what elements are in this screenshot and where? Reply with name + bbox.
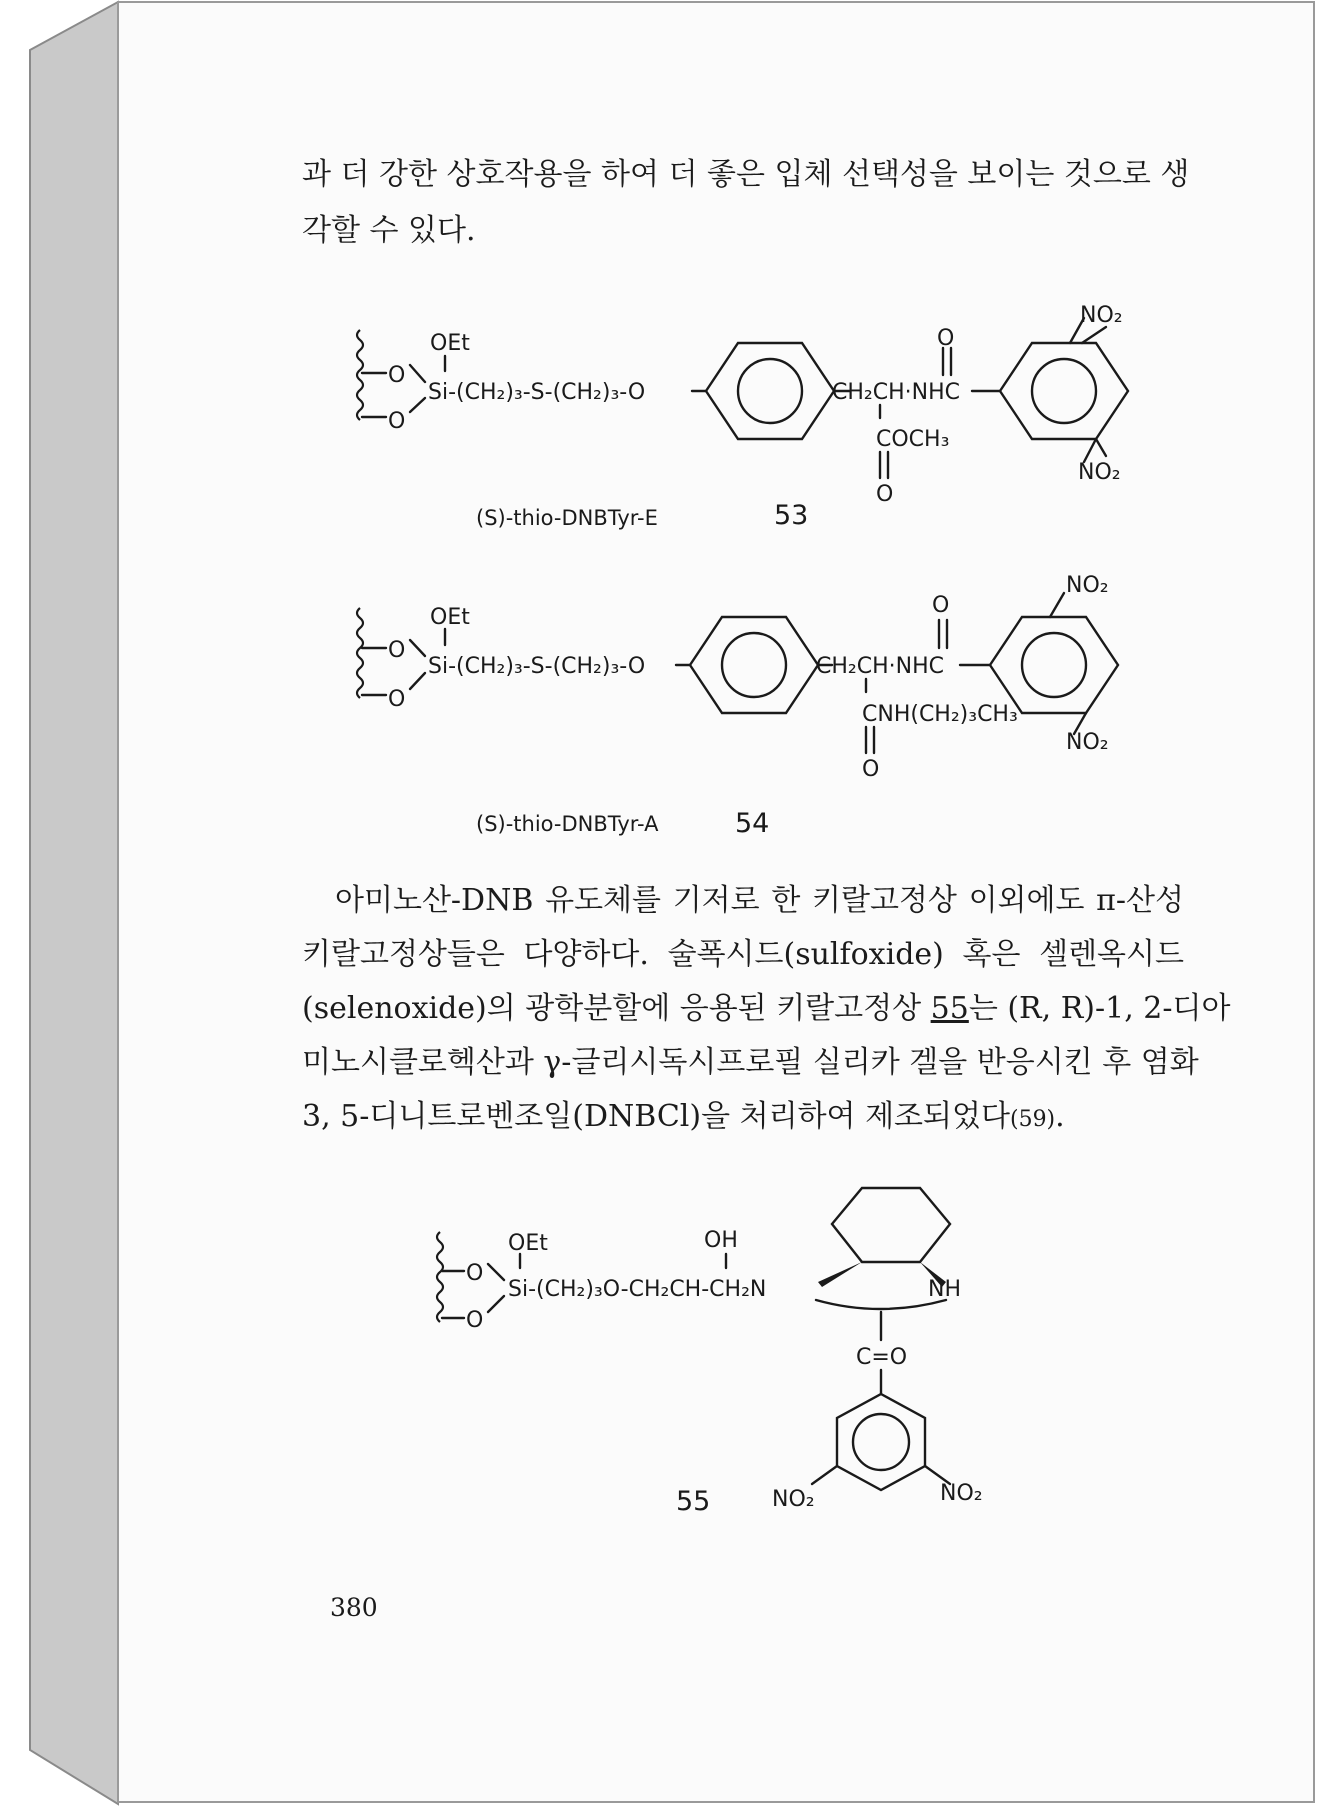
compound55-o-top-label: O <box>466 1261 484 1286</box>
compound53-ester-label: COCH₃ <box>876 427 950 452</box>
paragraph2-line3-pre: (selenoxide)의 광학분할에 응용된 키랄고정상 <box>302 991 931 1026</box>
paragraph2-line5-end: . <box>1055 1099 1065 1134</box>
compound53-oet-label: OEt <box>430 331 470 356</box>
paragraph2-line2: 키랄고정상들은 다양하다. 술폭시드(sulfoxide) 혹은 셀렌옥시드 <box>302 937 1184 972</box>
compound54-o-bottom-label: O <box>388 687 406 712</box>
compound54-chain-label: Si-(CH₂)₃-S-(CH₂)₃-O <box>428 654 646 679</box>
compound55-o-bottom-label: O <box>466 1308 484 1333</box>
compound53-caption: (S)-thio-DNBTyr-E <box>476 506 658 530</box>
compound53-no2-top-label: NO₂ <box>1080 303 1123 328</box>
compound53-chain-label: Si-(CH₂)₃-S-(CH₂)₃-O <box>428 380 646 405</box>
page-number: 380 <box>330 1593 378 1622</box>
compound54-amide-label: CH₂CH·NHC <box>816 654 944 679</box>
compound54-number: 54 <box>735 808 770 839</box>
compound54-oet-label: OEt <box>430 605 470 630</box>
compound54-amide-chain-label: CNH(CH₂)₃CH₃ <box>862 702 1018 727</box>
compound55-no2-right-label: NO₂ <box>940 1481 983 1506</box>
compound55-reference: 55 <box>930 991 969 1026</box>
compound55-number: 55 <box>676 1486 711 1517</box>
compound54-no2-bottom-label: NO₂ <box>1066 730 1109 755</box>
compound54-o-top-label: O <box>388 638 406 663</box>
paragraph2-line3-post: 는 (R, R)-1, 2-디아 <box>968 991 1231 1026</box>
compound54-no2-top-label: NO₂ <box>1066 573 1109 598</box>
compound53-amide-label: CH₂CH·NHC <box>832 380 960 405</box>
compound55-nh-label: NH <box>928 1277 961 1302</box>
compound53-o-top-label: O <box>388 363 406 388</box>
compound55-no2-left-label: NO₂ <box>772 1487 815 1512</box>
paragraph2-line1: 아미노산-DNB 유도체를 기저로 한 키랄고정상 이외에도 π-산성 <box>335 883 1184 918</box>
compound53-o-bottom-label: O <box>388 409 406 434</box>
compound53-number: 53 <box>774 500 809 531</box>
compound54-amide-o-label: O <box>862 757 880 782</box>
paragraph1-line1: 과 더 강한 상호작용을 하여 더 좋은 입체 선택성을 보이는 것으로 생 <box>302 157 1190 192</box>
compound53-ester-o-label: O <box>876 482 894 507</box>
compound54-carbonyl-o-label: O <box>932 593 950 618</box>
compound55-carbonyl-label: C=O <box>856 1345 908 1370</box>
compound55-oet-label: OEt <box>508 1231 548 1256</box>
compound53-no2-bottom-label: NO₂ <box>1078 460 1121 485</box>
paragraph1-line2: 각할 수 있다. <box>302 213 476 248</box>
paragraph2-line4: 미노시클로헥산과 γ-글리시독시프로필 실리카 겔을 반응시킨 후 염화 <box>302 1045 1199 1080</box>
paragraph2-line5-main: 3, 5-디니트로벤조일(DNBCl)을 처리하여 제조되었다 <box>302 1099 1010 1134</box>
compound55-oh-label: OH <box>704 1228 738 1253</box>
compound55-chain-label: Si-(CH₂)₃O-CH₂CH-CH₂N <box>508 1277 767 1302</box>
citation-59: (59) <box>1009 1107 1056 1132</box>
compound53-carbonyl-o-label: O <box>937 326 955 351</box>
compound54-caption: (S)-thio-DNBTyr-A <box>476 812 659 836</box>
